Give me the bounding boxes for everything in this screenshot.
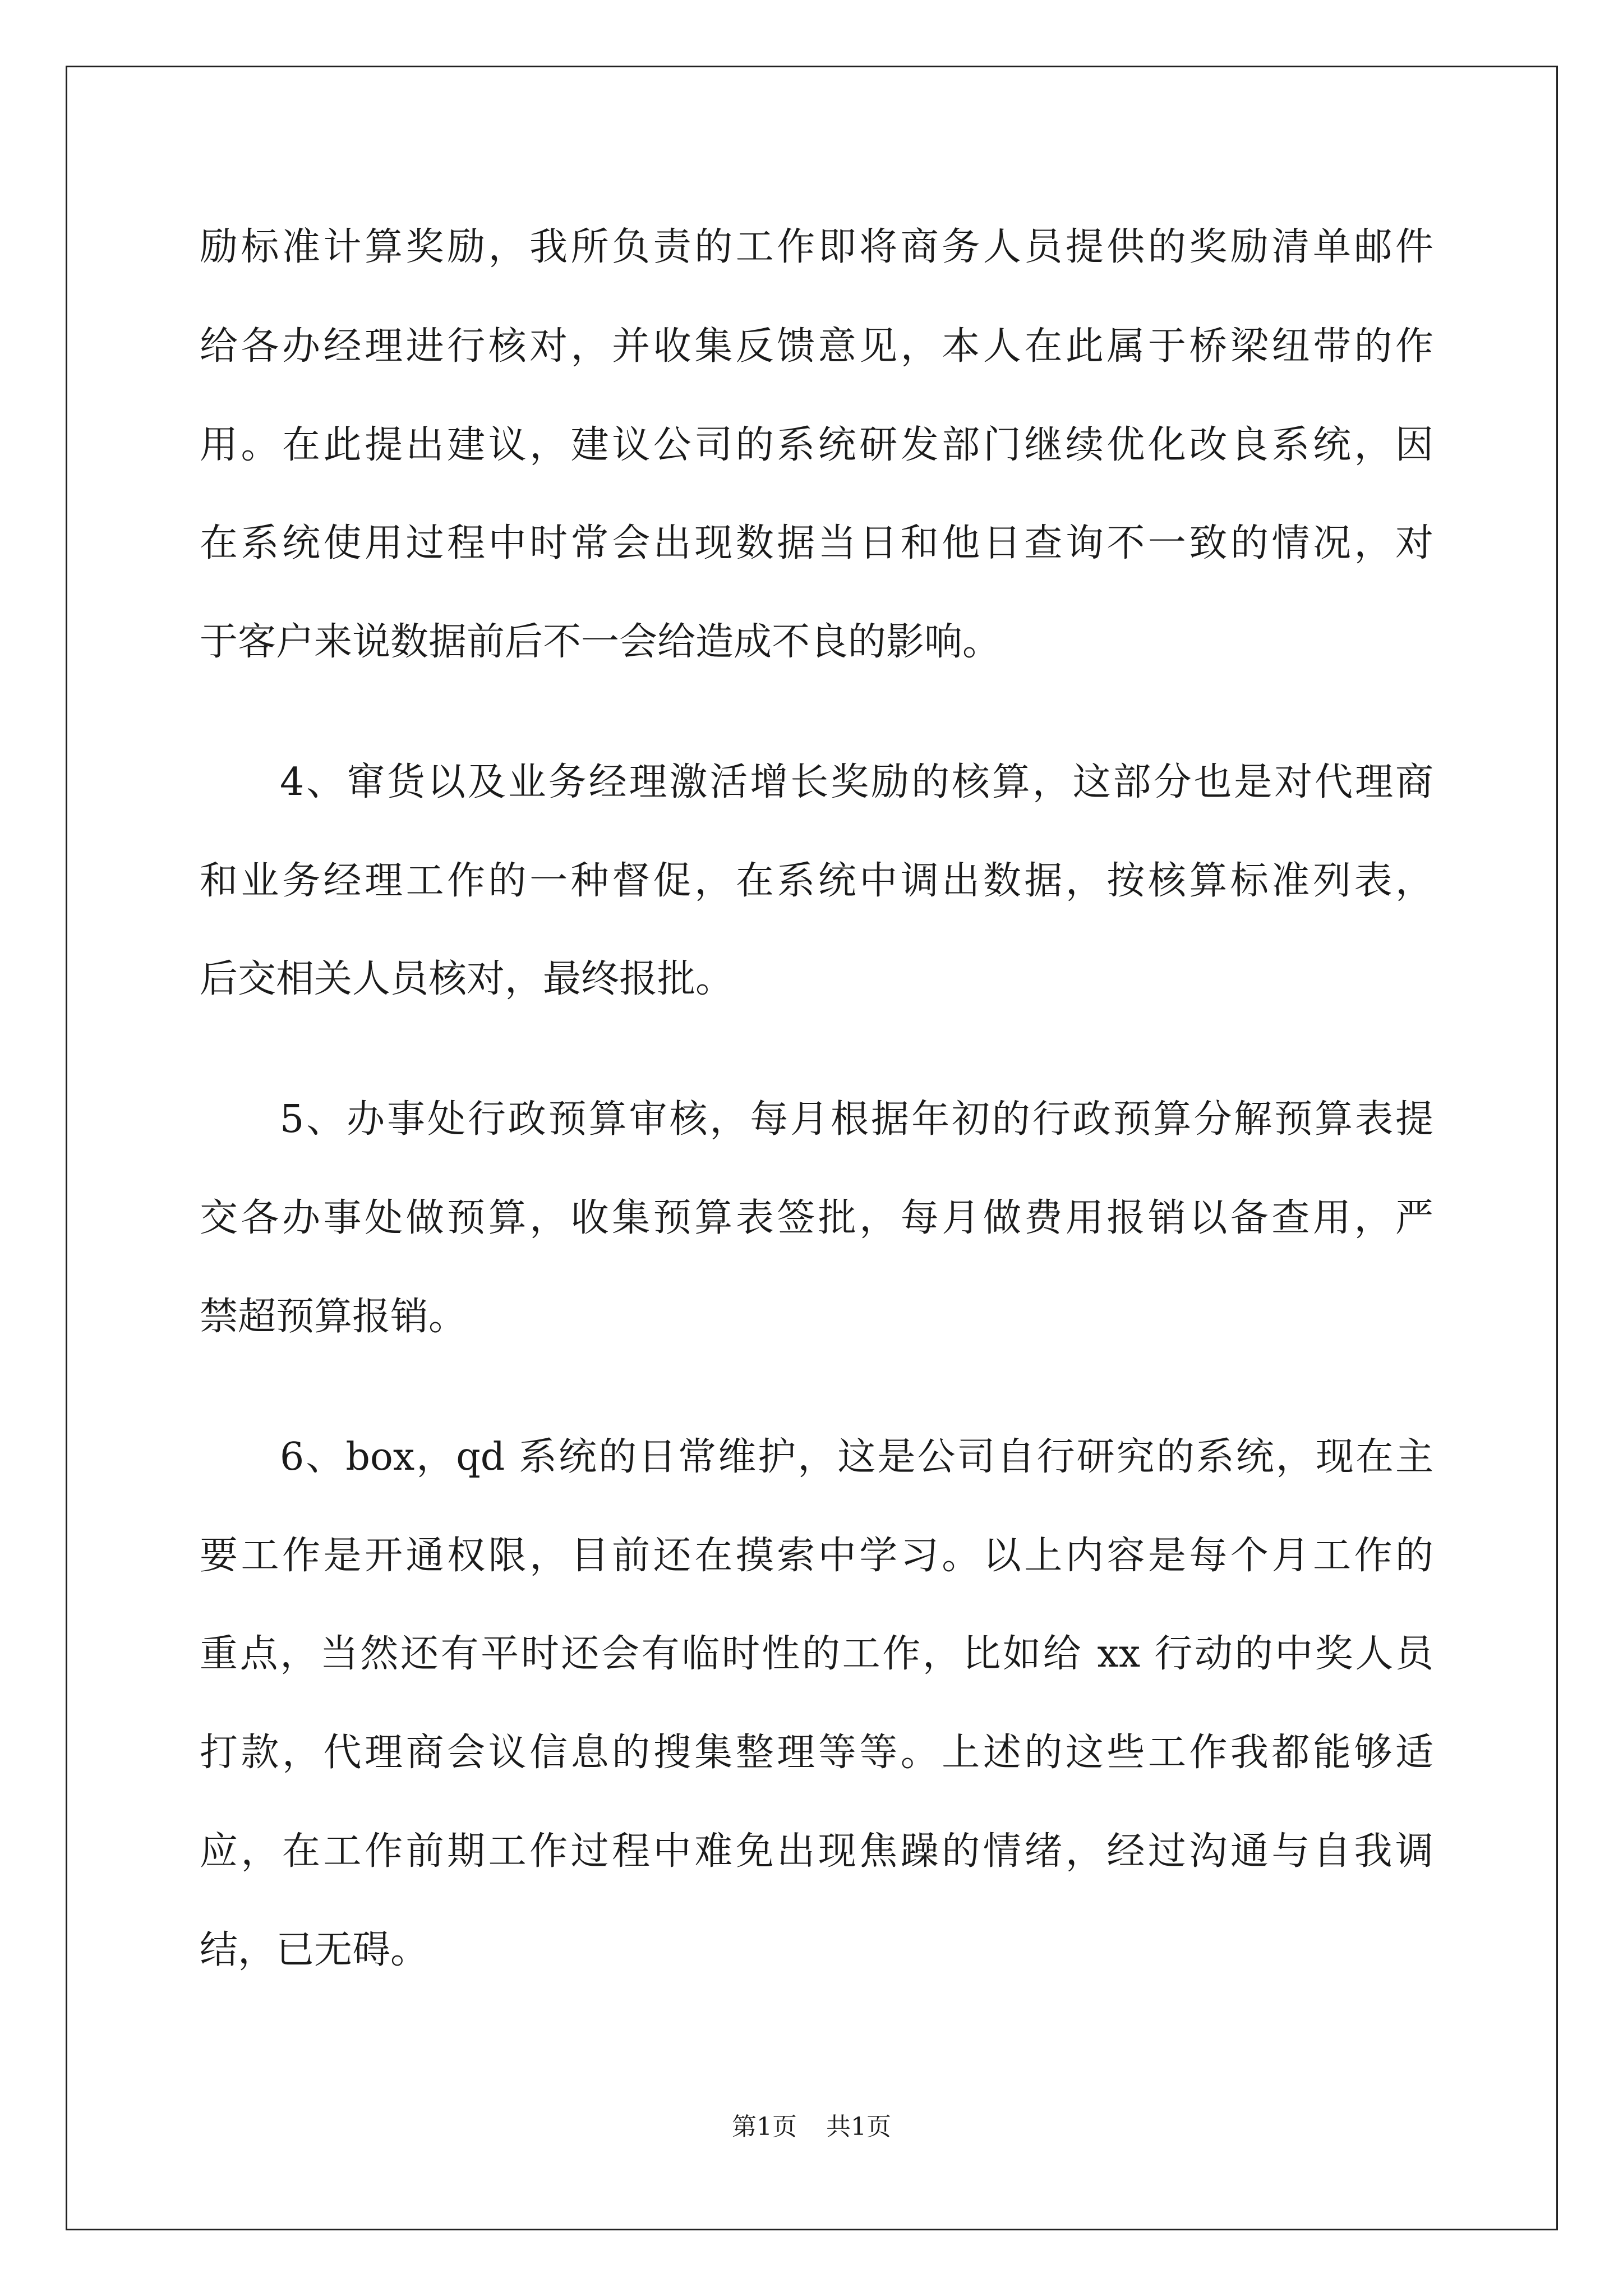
body-text-line: 4、窜货以及业务经理激活增长奖励的核算，这部分也是对代理商: [280, 760, 1433, 804]
page-border: [66, 66, 1558, 2230]
page-footer: [0, 2110, 1623, 2144]
body-text-line: 给各办经理进行核对，并收集反馈意见，本人在此属于桥梁纽带的作: [200, 324, 1433, 369]
body-text-line: 打款，代理商会议信息的搜集整理等等。上述的这些工作我都能够适: [200, 1731, 1433, 1775]
body-text-line: 应，在工作前期工作过程中难免出现焦躁的情绪，经过沟通与自我调: [200, 1829, 1433, 1874]
body-text-line: 要工作是开通权限，目前还在摸索中学习。以上内容是每个月工作的: [200, 1534, 1433, 1578]
body-text-line: 和业务经理工作的一种督促，在系统中调出数据，按核算标准列表，: [200, 859, 1433, 903]
body-text-line: 用。在此提出建议，建议公司的系统研发部门继续优化改良系统，因: [200, 423, 1433, 467]
body-text-line: 交各办事处做预算，收集预算表签批，每月做费用报销以备查用，严: [200, 1196, 1433, 1240]
body-text-line: 结，已无碍。: [200, 1928, 429, 1972]
body-text-line: 6、box，qd 系统的日常维护，这是公司自行研究的系统，现在主: [280, 1435, 1433, 1479]
page-total: 共1页: [826, 2113, 891, 2141]
body-text-line: 5、办事处行政预算审核，每月根据年初的行政预算分解预算表提: [280, 1097, 1433, 1142]
page-number: 第1页: [732, 2113, 797, 2141]
body-text-line: 禁超预算报销。: [200, 1295, 467, 1339]
body-text-line: 后交相关人员核对，最终报批。: [200, 957, 734, 1001]
body-text-line: 于客户来说数据前后不一会给造成不良的影响。: [200, 620, 1001, 664]
body-text-line: 在系统使用过程中时常会出现数据当日和他日查询不一致的情况，对: [200, 521, 1433, 565]
body-text-line: 重点，当然还有平时还会有临时性的工作，比如给 xx 行动的中奖人员: [200, 1632, 1433, 1676]
body-text-line: 励标准计算奖励，我所负责的工作即将商务人员提供的奖励清单邮件: [200, 225, 1433, 269]
